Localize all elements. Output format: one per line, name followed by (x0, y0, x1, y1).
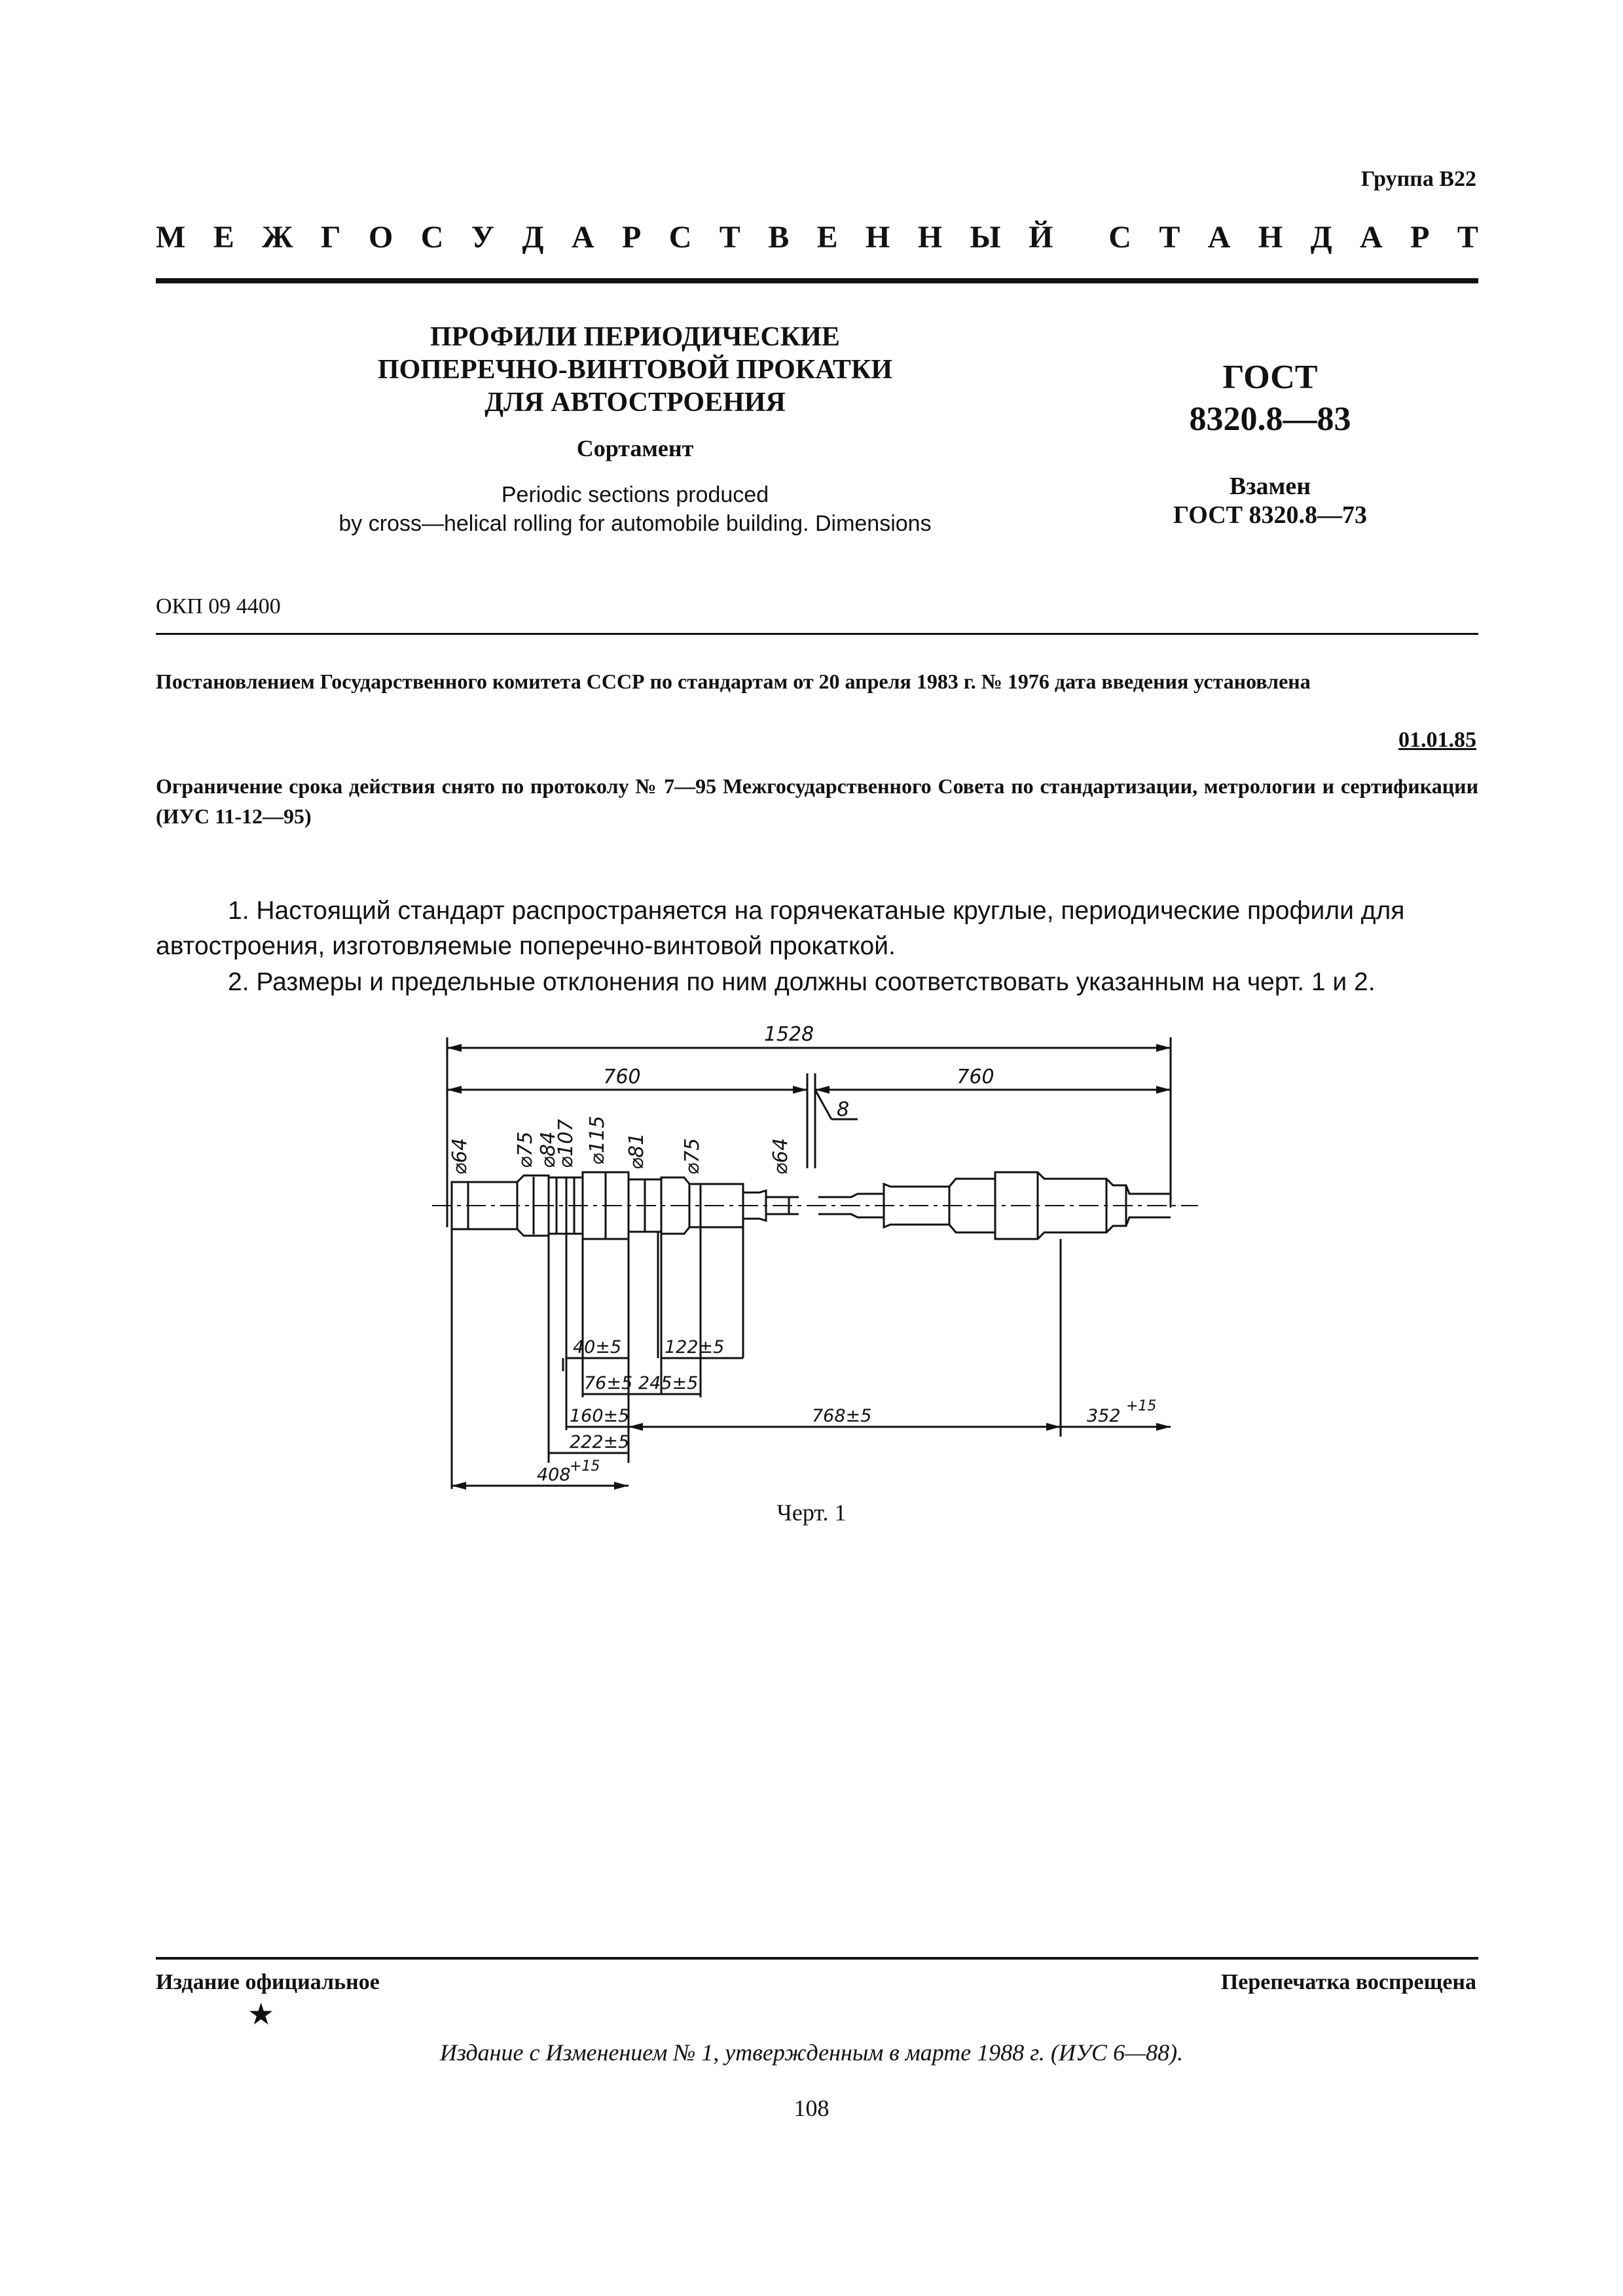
official-edition: Издание официальное (156, 1970, 380, 1994)
banner-letter: Н (917, 220, 943, 255)
okp-rule (156, 633, 1478, 635)
banner-letter: Т (719, 220, 740, 255)
dim-222: 222±5 (570, 1432, 630, 1452)
replace-value: ГОСТ 8320.8—73 (1173, 501, 1368, 529)
okp-code: ОКП 09 4400 (156, 594, 281, 619)
dim-half-left: 760 (603, 1066, 641, 1088)
dim-122: 122±5 (665, 1337, 725, 1357)
title-line: ДЛЯ АВТОСТРОЕНИЯ (484, 387, 786, 418)
paragraph-1: 1. Настоящий стандарт распространяется на горячекатаные круглые, периодические профили для автостроения, изготовляемые поперечно-винтовой прокаткой. (156, 897, 1405, 960)
diameter-label: ⌀75 (514, 1131, 537, 1168)
star-icon: ★ (247, 1998, 275, 2031)
gost-label: ГОСТ (1222, 359, 1318, 396)
arrow (1156, 1086, 1171, 1094)
diameter-label: ⌀75 (681, 1138, 704, 1175)
banner-letter: Т (1159, 220, 1180, 255)
dim-40: 40±5 (573, 1337, 622, 1357)
subtitle: Сортамент (576, 435, 694, 461)
banner-letter: А (571, 220, 594, 255)
banner-letter: Н (866, 220, 890, 255)
banner-letter: Р (621, 220, 642, 255)
figure-caption: Черт. 1 (776, 1499, 847, 1526)
banner-letter: В (768, 220, 790, 255)
arrow (1156, 1423, 1171, 1431)
banner-letter: Р (1410, 220, 1430, 255)
page-number: 108 (793, 2095, 830, 2121)
arrow (1046, 1423, 1061, 1431)
dim-352-tolerance: +15 (1126, 1398, 1157, 1414)
banner-letter: Т (1457, 220, 1478, 255)
header-rule (156, 278, 1478, 283)
dimension-arrows (447, 1044, 1171, 1490)
banner-letter: Н (1258, 220, 1283, 255)
dim-total: 1528 (763, 1023, 814, 1046)
banner-letter: С (1108, 220, 1131, 255)
banner-letter: Ы (970, 220, 1001, 255)
banner-letter: М (156, 220, 186, 255)
diameter-label: ⌀81 (625, 1132, 648, 1170)
banner-letter: С (420, 220, 444, 255)
title-line: ПОПЕРЕЧНО-ВИНТОВОЙ ПРОКАТКИ (377, 355, 893, 385)
arrow (447, 1044, 462, 1052)
gost-block (1133, 357, 1408, 529)
arrow (614, 1482, 629, 1490)
arrow (452, 1482, 466, 1490)
dim-gap: 8 (837, 1098, 850, 1121)
standard-banner (156, 219, 1478, 255)
banner-letter: Ж (262, 220, 293, 255)
banner-letter: О (368, 220, 393, 255)
banner-letter: Е (816, 220, 838, 255)
arrow (793, 1086, 807, 1094)
diameter-label: ⌀64 (769, 1138, 792, 1175)
banner-letter: А (1207, 220, 1231, 255)
footer-rule (156, 1957, 1478, 1960)
english-title (275, 480, 995, 538)
diameter-label: ⌀84 (537, 1131, 560, 1168)
diameter-label: ⌀115 (586, 1115, 609, 1165)
banner-letter: Е (213, 220, 234, 255)
dim-76: 76±5 (584, 1373, 633, 1393)
dim-245: 245±5 (638, 1373, 699, 1393)
dim-352: 352 (1087, 1406, 1121, 1426)
english-title-line: by cross—helical rolling for automobile building. Dimensions (338, 511, 932, 536)
dim-768: 768±5 (812, 1406, 872, 1426)
banner-letter: А (1360, 220, 1383, 255)
diameter-label: ⌀64 (448, 1138, 471, 1175)
technical-drawing (432, 1018, 1198, 1485)
banner-letter: Д (522, 220, 544, 255)
arrow (447, 1086, 462, 1094)
dim-160: 160±5 (570, 1406, 630, 1426)
banner-letter: Д (1310, 220, 1332, 255)
english-title-line: Periodic sections produced (501, 482, 769, 507)
dim-half-right: 760 (957, 1066, 994, 1088)
edition-note: Издание с Изменением № 1, утвержденным в марте 1988 г. (ИУС 6—88). (439, 2039, 1184, 2066)
effective-date: 01.01.85 (1398, 728, 1476, 752)
arrow (1156, 1044, 1171, 1052)
replace-label: Взамен (1229, 473, 1311, 500)
paragraph-2: 2. Размеры и предельные отклонения по ним должны соответствовать указанным на черт. 1 и 2. (228, 968, 1376, 996)
title-line: ПРОФИЛИ ПЕРИОДИЧЕСКИЕ (430, 322, 840, 352)
banner-letter: С (668, 220, 692, 255)
title-block (275, 321, 995, 538)
group-code: Группа В22 (1360, 167, 1476, 191)
reprint-prohibited: Перепечатка воспрещена (1220, 1970, 1476, 1994)
diameter-label: ⌀107 (555, 1119, 577, 1168)
decree-text: Постановлением Государственного комитета СССР по стандартам от 20 апреля 1983 г. № 1976 дата введения установлена (156, 670, 1311, 693)
dim-408: 408 (537, 1465, 571, 1485)
dim-408-tolerance: +15 (570, 1458, 600, 1475)
gost-number: 8320.8—83 (1189, 401, 1351, 438)
limitation-text: Ограничение срока действия снято по протоколу № 7—95 Межгосударственного Совета по стандартизации, метрологии и сертификации (ИУС 11-12—95) (156, 774, 1478, 828)
banner-letter: Г (321, 220, 341, 255)
banner-letter: У (471, 220, 495, 255)
banner-letter: Й (1029, 220, 1053, 255)
arrow (629, 1423, 643, 1431)
